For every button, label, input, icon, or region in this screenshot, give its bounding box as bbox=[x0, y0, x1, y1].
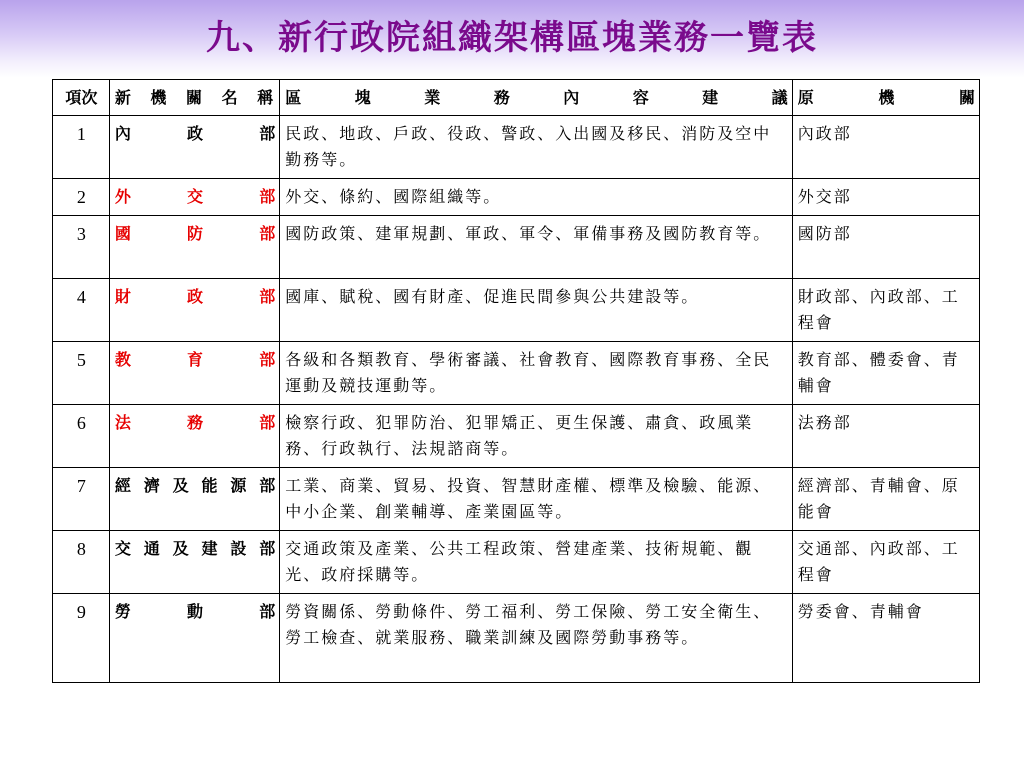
table-row bbox=[53, 342, 980, 405]
new-agency-name: 交通及建設部 bbox=[109, 531, 279, 594]
new-agency-name: 經濟及能源部 bbox=[109, 468, 279, 531]
original-agency: 國防部 bbox=[792, 216, 979, 279]
original-agency: 勞委會、青輔會 bbox=[792, 594, 979, 683]
new-agency-name: 外交部 bbox=[109, 179, 279, 216]
header-business-scope: 區塊業務內容建議 bbox=[280, 80, 792, 116]
business-scope: 民政、地政、戶政、役政、警政、入出國及移民、消防及空中勤務等。 bbox=[280, 116, 792, 179]
business-scope: 工業、商業、貿易、投資、智慧財產權、標準及檢驗、能源、中小企業、創業輔導、產業園區等。 bbox=[280, 468, 792, 531]
header-item-no: 項次 bbox=[53, 80, 110, 116]
original-agency: 外交部 bbox=[792, 179, 979, 216]
business-scope: 各級和各類教育、學術審議、社會教育、國際教育事務、全民運動及競技運動等。 bbox=[280, 342, 792, 405]
table-header-row bbox=[53, 80, 980, 116]
business-scope: 國庫、賦稅、國有財產、促進民間參與公共建設等。 bbox=[280, 279, 792, 342]
original-agency: 教育部、體委會、青輔會 bbox=[792, 342, 979, 405]
original-agency: 經濟部、青輔會、原能會 bbox=[792, 468, 979, 531]
row-number: 4 bbox=[53, 279, 110, 342]
table-row bbox=[53, 531, 980, 594]
table-row bbox=[53, 179, 980, 216]
row-number: 2 bbox=[53, 179, 110, 216]
original-agency: 內政部 bbox=[792, 116, 979, 179]
new-agency-name: 教育部 bbox=[109, 342, 279, 405]
row-number: 7 bbox=[53, 468, 110, 531]
business-scope: 交通政策及產業、公共工程政策、營建產業、技術規範、觀光、政府採購等。 bbox=[280, 531, 792, 594]
row-number: 1 bbox=[53, 116, 110, 179]
row-number: 6 bbox=[53, 405, 110, 468]
page-title: 九、新行政院組織架構區塊業務一覽表 bbox=[206, 18, 818, 58]
table-row bbox=[53, 405, 980, 468]
header-original-agency: 原機關 bbox=[792, 80, 979, 116]
business-scope: 國防政策、建軍規劃、軍政、軍令、軍備事務及國防教育等。 bbox=[280, 216, 792, 279]
table-row bbox=[53, 468, 980, 531]
row-number: 9 bbox=[53, 594, 110, 683]
new-agency-name: 勞動部 bbox=[109, 594, 279, 683]
new-agency-name: 財政部 bbox=[109, 279, 279, 342]
new-agency-name: 內政部 bbox=[109, 116, 279, 179]
row-number: 5 bbox=[53, 342, 110, 405]
table-row bbox=[53, 279, 980, 342]
business-scope: 外交、條約、國際組織等。 bbox=[280, 179, 792, 216]
header-new-agency: 新機關名稱 bbox=[109, 80, 279, 116]
table-body bbox=[53, 116, 980, 683]
ministry-table bbox=[52, 79, 980, 683]
row-number: 8 bbox=[53, 531, 110, 594]
original-agency: 財政部、內政部、工程會 bbox=[792, 279, 979, 342]
new-agency-name: 法務部 bbox=[109, 405, 279, 468]
row-number: 3 bbox=[53, 216, 110, 279]
table-row bbox=[53, 594, 980, 683]
table-row bbox=[53, 116, 980, 179]
new-agency-name: 國防部 bbox=[109, 216, 279, 279]
original-agency: 交通部、內政部、工程會 bbox=[792, 531, 979, 594]
business-scope: 勞資關係、勞動條件、勞工福利、勞工保險、勞工安全衛生、勞工檢查、就業服務、職業訓練及國際勞動事務等。 bbox=[280, 594, 792, 683]
original-agency: 法務部 bbox=[792, 405, 979, 468]
business-scope: 檢察行政、犯罪防治、犯罪矯正、更生保護、肅貪、政風業務、行政執行、法規諮商等。 bbox=[280, 405, 792, 468]
table-row bbox=[53, 216, 980, 279]
